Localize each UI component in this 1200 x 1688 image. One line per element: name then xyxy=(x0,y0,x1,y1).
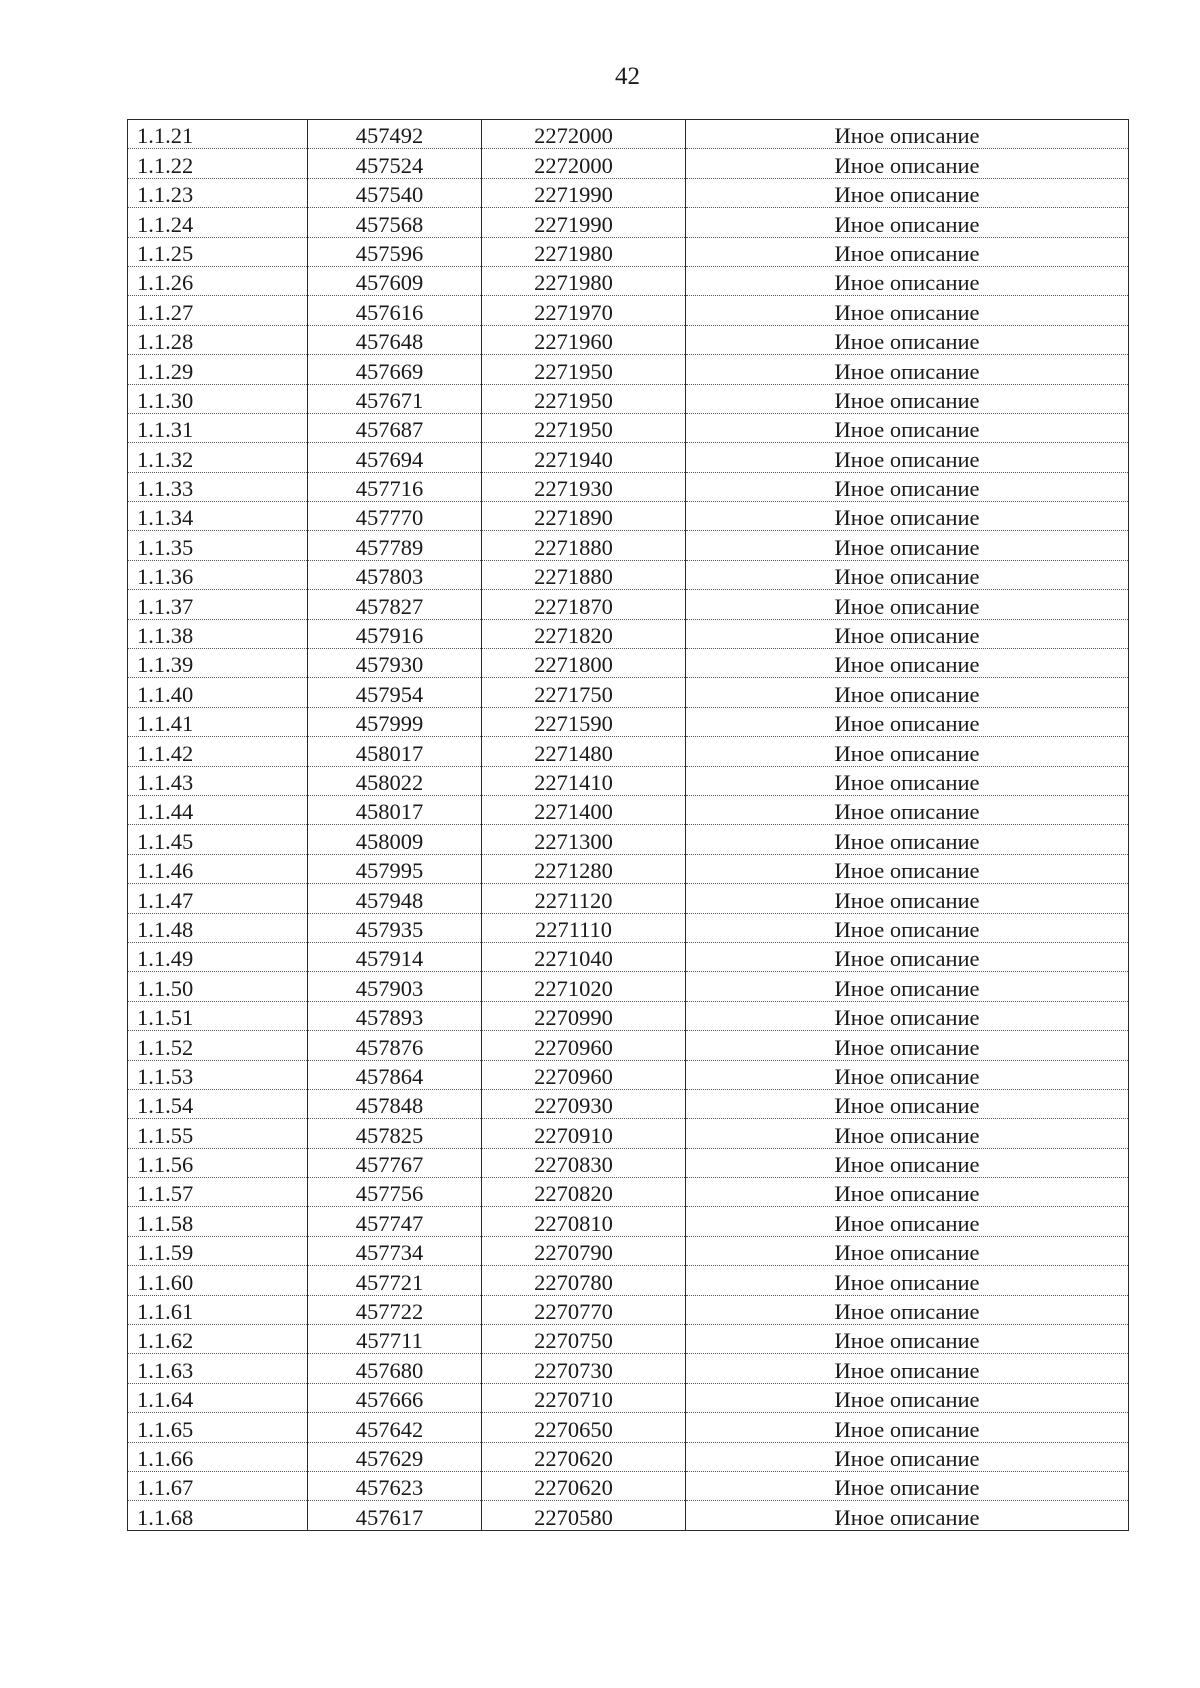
table-row xyxy=(128,325,1129,354)
cell-description: Иное описание xyxy=(686,619,1129,648)
cell-x-coordinate: 457789 xyxy=(308,531,482,560)
cell-point-number: 1.1.63 xyxy=(128,1354,308,1383)
cell-y-coordinate: 2271280 xyxy=(482,854,686,883)
cell-y-coordinate: 2271120 xyxy=(482,884,686,913)
cell-x-coordinate: 457722 xyxy=(308,1295,482,1324)
coordinates-table xyxy=(127,119,1129,1531)
cell-x-coordinate: 457767 xyxy=(308,1148,482,1177)
cell-description: Иное описание xyxy=(686,1501,1129,1530)
cell-y-coordinate: 2271960 xyxy=(482,325,686,354)
cell-description: Иное описание xyxy=(686,208,1129,237)
cell-point-number: 1.1.24 xyxy=(128,208,308,237)
cell-y-coordinate: 2271820 xyxy=(482,619,686,648)
cell-description: Иное описание xyxy=(686,1295,1129,1324)
cell-y-coordinate: 2271870 xyxy=(482,590,686,619)
cell-point-number: 1.1.54 xyxy=(128,1089,308,1118)
table-row xyxy=(128,149,1129,178)
cell-x-coordinate: 457916 xyxy=(308,619,482,648)
cell-x-coordinate: 457687 xyxy=(308,413,482,442)
table-row xyxy=(128,590,1129,619)
table-row xyxy=(128,1089,1129,1118)
cell-point-number: 1.1.23 xyxy=(128,178,308,207)
cell-point-number: 1.1.60 xyxy=(128,1266,308,1295)
cell-x-coordinate: 458009 xyxy=(308,825,482,854)
table-row xyxy=(128,1178,1129,1207)
cell-description: Иное описание xyxy=(686,766,1129,795)
cell-description: Иное описание xyxy=(686,707,1129,736)
table-row xyxy=(128,502,1129,531)
cell-x-coordinate: 457648 xyxy=(308,325,482,354)
cell-x-coordinate: 457954 xyxy=(308,678,482,707)
cell-point-number: 1.1.32 xyxy=(128,443,308,472)
cell-x-coordinate: 457524 xyxy=(308,149,482,178)
cell-x-coordinate: 457914 xyxy=(308,942,482,971)
cell-point-number: 1.1.22 xyxy=(128,149,308,178)
cell-point-number: 1.1.29 xyxy=(128,355,308,384)
table-row xyxy=(128,1354,1129,1383)
table-row xyxy=(128,972,1129,1001)
cell-description: Иное описание xyxy=(686,1031,1129,1060)
cell-x-coordinate: 457721 xyxy=(308,1266,482,1295)
cell-point-number: 1.1.50 xyxy=(128,972,308,1001)
table-row xyxy=(128,942,1129,971)
cell-point-number: 1.1.65 xyxy=(128,1413,308,1442)
cell-point-number: 1.1.39 xyxy=(128,649,308,678)
cell-description: Иное описание xyxy=(686,1471,1129,1500)
cell-x-coordinate: 458022 xyxy=(308,766,482,795)
table-row xyxy=(128,913,1129,942)
cell-point-number: 1.1.40 xyxy=(128,678,308,707)
cell-point-number: 1.1.47 xyxy=(128,884,308,913)
cell-description: Иное описание xyxy=(686,884,1129,913)
cell-description: Иное описание xyxy=(686,560,1129,589)
cell-x-coordinate: 457680 xyxy=(308,1354,482,1383)
cell-y-coordinate: 2271750 xyxy=(482,678,686,707)
cell-y-coordinate: 2271040 xyxy=(482,942,686,971)
cell-x-coordinate: 457568 xyxy=(308,208,482,237)
cell-description: Иное описание xyxy=(686,149,1129,178)
cell-y-coordinate: 2270580 xyxy=(482,1501,686,1530)
cell-y-coordinate: 2271980 xyxy=(482,266,686,295)
cell-x-coordinate: 457716 xyxy=(308,472,482,501)
cell-description: Иное описание xyxy=(686,237,1129,266)
cell-description: Иное описание xyxy=(686,590,1129,619)
table-row xyxy=(128,619,1129,648)
cell-y-coordinate: 2271480 xyxy=(482,737,686,766)
table-row xyxy=(128,355,1129,384)
cell-description: Иное описание xyxy=(686,942,1129,971)
cell-y-coordinate: 2270710 xyxy=(482,1383,686,1412)
cell-y-coordinate: 2271880 xyxy=(482,531,686,560)
cell-description: Иное описание xyxy=(686,1383,1129,1412)
cell-y-coordinate: 2271970 xyxy=(482,296,686,325)
cell-description: Иное описание xyxy=(686,678,1129,707)
cell-description: Иное описание xyxy=(686,502,1129,531)
cell-y-coordinate: 2271980 xyxy=(482,237,686,266)
cell-point-number: 1.1.21 xyxy=(128,120,308,149)
table-row xyxy=(128,1413,1129,1442)
cell-point-number: 1.1.36 xyxy=(128,560,308,589)
cell-x-coordinate: 457995 xyxy=(308,854,482,883)
cell-y-coordinate: 2270830 xyxy=(482,1148,686,1177)
cell-point-number: 1.1.51 xyxy=(128,1001,308,1030)
cell-point-number: 1.1.26 xyxy=(128,266,308,295)
cell-point-number: 1.1.30 xyxy=(128,384,308,413)
cell-y-coordinate: 2272000 xyxy=(482,149,686,178)
cell-description: Иное описание xyxy=(686,296,1129,325)
cell-x-coordinate: 457893 xyxy=(308,1001,482,1030)
cell-y-coordinate: 2270650 xyxy=(482,1413,686,1442)
cell-point-number: 1.1.52 xyxy=(128,1031,308,1060)
cell-x-coordinate: 457694 xyxy=(308,443,482,472)
cell-point-number: 1.1.46 xyxy=(128,854,308,883)
table-row xyxy=(128,854,1129,883)
table-row xyxy=(128,208,1129,237)
cell-point-number: 1.1.59 xyxy=(128,1236,308,1265)
cell-y-coordinate: 2272000 xyxy=(482,120,686,149)
table-row xyxy=(128,384,1129,413)
cell-point-number: 1.1.45 xyxy=(128,825,308,854)
table-row xyxy=(128,825,1129,854)
cell-point-number: 1.1.67 xyxy=(128,1471,308,1500)
cell-x-coordinate: 457623 xyxy=(308,1471,482,1500)
cell-x-coordinate: 457903 xyxy=(308,972,482,1001)
cell-description: Иное описание xyxy=(686,355,1129,384)
cell-description: Иное описание xyxy=(686,854,1129,883)
cell-description: Иное описание xyxy=(686,795,1129,824)
cell-point-number: 1.1.38 xyxy=(128,619,308,648)
cell-description: Иное описание xyxy=(686,737,1129,766)
cell-description: Иное описание xyxy=(686,443,1129,472)
cell-x-coordinate: 457617 xyxy=(308,1501,482,1530)
cell-description: Иное описание xyxy=(686,178,1129,207)
cell-description: Иное описание xyxy=(686,1001,1129,1030)
coordinates-table-grid xyxy=(127,119,1129,1531)
page-number: 42 xyxy=(615,63,640,90)
cell-x-coordinate: 457642 xyxy=(308,1413,482,1442)
cell-description: Иное описание xyxy=(686,1354,1129,1383)
cell-description: Иное описание xyxy=(686,325,1129,354)
cell-point-number: 1.1.43 xyxy=(128,766,308,795)
cell-x-coordinate: 457999 xyxy=(308,707,482,736)
cell-y-coordinate: 2271940 xyxy=(482,443,686,472)
cell-x-coordinate: 457935 xyxy=(308,913,482,942)
cell-point-number: 1.1.57 xyxy=(128,1178,308,1207)
cell-description: Иное описание xyxy=(686,1148,1129,1177)
table-row xyxy=(128,1266,1129,1295)
cell-x-coordinate: 457827 xyxy=(308,590,482,619)
table-row xyxy=(128,296,1129,325)
cell-point-number: 1.1.64 xyxy=(128,1383,308,1412)
cell-description: Иное описание xyxy=(686,1236,1129,1265)
cell-description: Иное описание xyxy=(686,413,1129,442)
cell-description: Иное описание xyxy=(686,1207,1129,1236)
cell-point-number: 1.1.68 xyxy=(128,1501,308,1530)
cell-point-number: 1.1.33 xyxy=(128,472,308,501)
cell-x-coordinate: 457711 xyxy=(308,1325,482,1354)
cell-point-number: 1.1.58 xyxy=(128,1207,308,1236)
cell-y-coordinate: 2271410 xyxy=(482,766,686,795)
cell-point-number: 1.1.55 xyxy=(128,1119,308,1148)
table-row xyxy=(128,1207,1129,1236)
cell-x-coordinate: 457734 xyxy=(308,1236,482,1265)
cell-x-coordinate: 457948 xyxy=(308,884,482,913)
cell-y-coordinate: 2270990 xyxy=(482,1001,686,1030)
cell-x-coordinate: 457609 xyxy=(308,266,482,295)
cell-x-coordinate: 457803 xyxy=(308,560,482,589)
table-row xyxy=(128,795,1129,824)
table-row xyxy=(128,1119,1129,1148)
cell-point-number: 1.1.56 xyxy=(128,1148,308,1177)
cell-point-number: 1.1.62 xyxy=(128,1325,308,1354)
table-row xyxy=(128,178,1129,207)
cell-y-coordinate: 2271800 xyxy=(482,649,686,678)
cell-y-coordinate: 2271880 xyxy=(482,560,686,589)
cell-x-coordinate: 457540 xyxy=(308,178,482,207)
cell-x-coordinate: 457747 xyxy=(308,1207,482,1236)
table-row xyxy=(128,443,1129,472)
cell-x-coordinate: 457864 xyxy=(308,1060,482,1089)
cell-description: Иное описание xyxy=(686,913,1129,942)
table-row xyxy=(128,237,1129,266)
cell-description: Иное описание xyxy=(686,1178,1129,1207)
cell-description: Иное описание xyxy=(686,825,1129,854)
cell-y-coordinate: 2271020 xyxy=(482,972,686,1001)
cell-x-coordinate: 457756 xyxy=(308,1178,482,1207)
cell-x-coordinate: 457876 xyxy=(308,1031,482,1060)
cell-description: Иное описание xyxy=(686,1089,1129,1118)
cell-x-coordinate: 457825 xyxy=(308,1119,482,1148)
table-row xyxy=(128,1471,1129,1500)
cell-y-coordinate: 2270770 xyxy=(482,1295,686,1324)
cell-y-coordinate: 2271110 xyxy=(482,913,686,942)
table-row xyxy=(128,1383,1129,1412)
cell-x-coordinate: 457492 xyxy=(308,120,482,149)
cell-description: Иное описание xyxy=(686,1266,1129,1295)
cell-x-coordinate: 457669 xyxy=(308,355,482,384)
table-row xyxy=(128,413,1129,442)
cell-y-coordinate: 2271400 xyxy=(482,795,686,824)
table-row xyxy=(128,560,1129,589)
cell-description: Иное описание xyxy=(686,972,1129,1001)
cell-description: Иное описание xyxy=(686,384,1129,413)
cell-y-coordinate: 2270730 xyxy=(482,1354,686,1383)
cell-y-coordinate: 2270750 xyxy=(482,1325,686,1354)
cell-y-coordinate: 2270620 xyxy=(482,1442,686,1471)
cell-point-number: 1.1.34 xyxy=(128,502,308,531)
cell-y-coordinate: 2271950 xyxy=(482,384,686,413)
cell-x-coordinate: 457666 xyxy=(308,1383,482,1412)
cell-point-number: 1.1.27 xyxy=(128,296,308,325)
cell-point-number: 1.1.48 xyxy=(128,913,308,942)
cell-x-coordinate: 458017 xyxy=(308,737,482,766)
cell-x-coordinate: 457770 xyxy=(308,502,482,531)
table-row xyxy=(128,649,1129,678)
cell-y-coordinate: 2270820 xyxy=(482,1178,686,1207)
cell-description: Иное описание xyxy=(686,266,1129,295)
cell-x-coordinate: 457616 xyxy=(308,296,482,325)
cell-description: Иное описание xyxy=(686,472,1129,501)
cell-point-number: 1.1.31 xyxy=(128,413,308,442)
cell-y-coordinate: 2271930 xyxy=(482,472,686,501)
table-row xyxy=(128,737,1129,766)
cell-point-number: 1.1.49 xyxy=(128,942,308,971)
table-row xyxy=(128,1060,1129,1089)
cell-y-coordinate: 2271590 xyxy=(482,707,686,736)
cell-point-number: 1.1.42 xyxy=(128,737,308,766)
cell-point-number: 1.1.37 xyxy=(128,590,308,619)
cell-x-coordinate: 457848 xyxy=(308,1089,482,1118)
cell-description: Иное описание xyxy=(686,1413,1129,1442)
cell-x-coordinate: 457596 xyxy=(308,237,482,266)
table-row xyxy=(128,1325,1129,1354)
cell-point-number: 1.1.66 xyxy=(128,1442,308,1471)
cell-x-coordinate: 457671 xyxy=(308,384,482,413)
table-row xyxy=(128,678,1129,707)
table-row xyxy=(128,1442,1129,1471)
cell-y-coordinate: 2271950 xyxy=(482,355,686,384)
cell-x-coordinate: 457930 xyxy=(308,649,482,678)
cell-description: Иное описание xyxy=(686,531,1129,560)
cell-y-coordinate: 2271950 xyxy=(482,413,686,442)
cell-description: Иное описание xyxy=(686,1119,1129,1148)
cell-description: Иное описание xyxy=(686,1325,1129,1354)
cell-y-coordinate: 2271300 xyxy=(482,825,686,854)
cell-y-coordinate: 2270810 xyxy=(482,1207,686,1236)
table-row xyxy=(128,1501,1129,1530)
cell-point-number: 1.1.61 xyxy=(128,1295,308,1324)
table-row xyxy=(128,1295,1129,1324)
cell-point-number: 1.1.44 xyxy=(128,795,308,824)
cell-y-coordinate: 2271990 xyxy=(482,178,686,207)
cell-description: Иное описание xyxy=(686,120,1129,149)
table-row xyxy=(128,1148,1129,1177)
cell-description: Иное описание xyxy=(686,649,1129,678)
table-row xyxy=(128,1236,1129,1265)
cell-point-number: 1.1.41 xyxy=(128,707,308,736)
table-body xyxy=(128,120,1129,1531)
table-row xyxy=(128,1031,1129,1060)
table-row xyxy=(128,884,1129,913)
cell-y-coordinate: 2270930 xyxy=(482,1089,686,1118)
cell-y-coordinate: 2270960 xyxy=(482,1060,686,1089)
table-row xyxy=(128,1001,1129,1030)
cell-y-coordinate: 2270620 xyxy=(482,1471,686,1500)
cell-y-coordinate: 2270790 xyxy=(482,1236,686,1265)
cell-y-coordinate: 2270960 xyxy=(482,1031,686,1060)
table-row xyxy=(128,766,1129,795)
table-row xyxy=(128,531,1129,560)
cell-point-number: 1.1.53 xyxy=(128,1060,308,1089)
cell-description: Иное описание xyxy=(686,1442,1129,1471)
cell-point-number: 1.1.25 xyxy=(128,237,308,266)
table-row xyxy=(128,707,1129,736)
cell-point-number: 1.1.35 xyxy=(128,531,308,560)
cell-point-number: 1.1.28 xyxy=(128,325,308,354)
cell-x-coordinate: 458017 xyxy=(308,795,482,824)
cell-x-coordinate: 457629 xyxy=(308,1442,482,1471)
table-row xyxy=(128,472,1129,501)
cell-y-coordinate: 2270910 xyxy=(482,1119,686,1148)
cell-description: Иное описание xyxy=(686,1060,1129,1089)
table-row xyxy=(128,120,1129,149)
cell-y-coordinate: 2271890 xyxy=(482,502,686,531)
cell-y-coordinate: 2270780 xyxy=(482,1266,686,1295)
cell-y-coordinate: 2271990 xyxy=(482,208,686,237)
table-row xyxy=(128,266,1129,295)
